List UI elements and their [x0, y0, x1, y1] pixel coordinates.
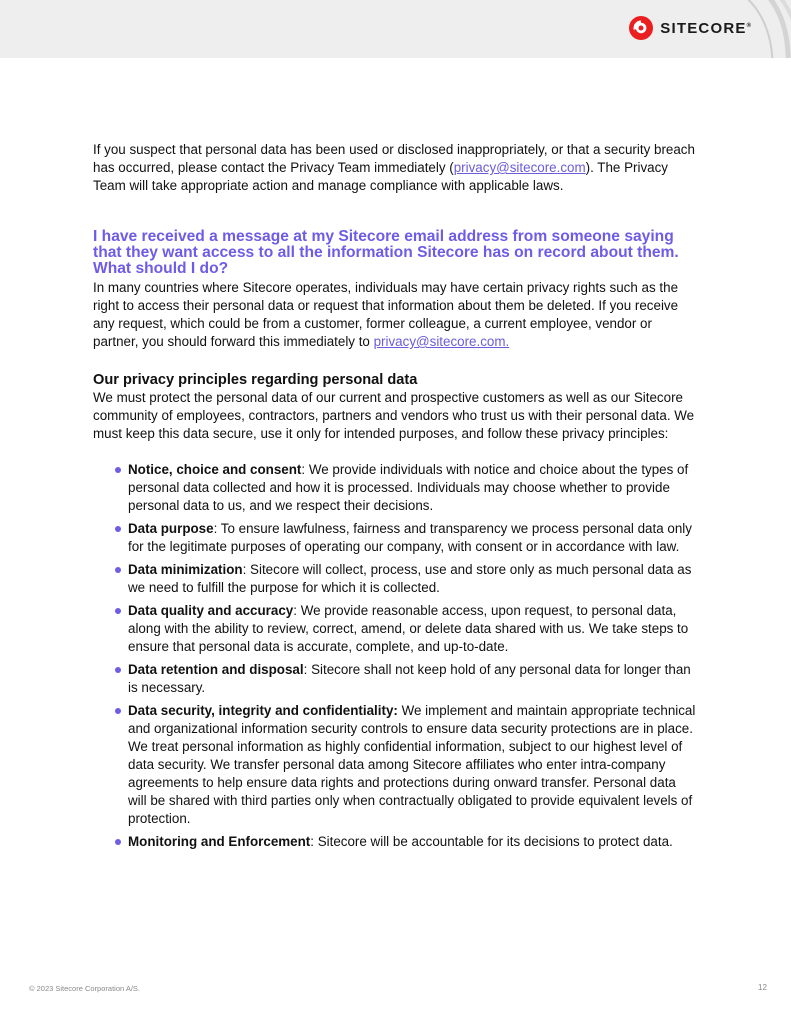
intro-paragraph: If you suspect that personal data has been used or disclosed inappropriately, or that a security breach has occurred, please contact the Privacy Team immediately (privacy@sitecore.com). The Privacy Team will take appropriate action and manage compliance with applicable laws.	[93, 142, 695, 193]
header-band	[0, 0, 791, 58]
privacy-email-link[interactable]: privacy@sitecore.com	[453, 160, 586, 175]
list-item: Data minimization: Sitecore will collect, process, use and store only as much personal data as we need to fulfill the purpose for which it is collected.	[111, 561, 697, 597]
page-number: 12	[758, 983, 767, 992]
list-item: Data security, integrity and confidentiality: We implement and maintain appropriate technical and organizational information security controls to ensure data security protections are in place. We treat personal information as highly confidential information, subject to our highest level of data security. We transfer personal data among Sitecore affiliates who enter intra-company agreements to help ensure data rights and protections during onward transfer. Personal data will be shared with third parties only when contractually obligated to provide equivalent levels of protection.	[111, 702, 697, 828]
privacy-email-link-2[interactable]: privacy@sitecore.com.	[373, 334, 510, 349]
list-item: Notice, choice and consent: We provide individuals with notice and choice about the types of personal data collected and how it is processed. Individuals may choose whether to provide personal data to us, and we respect their decisions.	[111, 461, 697, 515]
faq-heading: I have received a message at my Sitecore email address from someone saying that they want access to all the information Sitecore has on record about them. What should I do?	[93, 228, 679, 277]
faq-body: In many countries where Sitecore operates, individuals may have certain privacy rights such as the right to access their personal data or request that information about them be deleted. If you receive any request, which could be from a customer, former colleague, a current employee, vendor or partner, you should forward this immediately to privacy@sitecore.com.	[93, 280, 679, 349]
list-item: Monitoring and Enforcement: Sitecore will be accountable for its decisions to protect data.	[111, 833, 697, 851]
list-item: Data purpose: To ensure lawfulness, fairness and transparency we process personal data only for the legitimate purposes of operating our company, with consent or in accordance with law.	[111, 520, 697, 556]
brand-name: SITECORE®	[660, 19, 751, 37]
principles-intro: We must protect the personal data of our current and prospective customers as well as our Sitecore community of employees, contractors, partners and vendors who trust us with their personal data. We must keep this data secure, use it only for intended purposes, and follow these privacy principles:	[93, 390, 695, 441]
page-content	[93, 141, 697, 856]
list-item: Data retention and disposal: Sitecore shall not keep hold of any personal data for longer than is necessary.	[111, 661, 697, 697]
list-item: Data quality and accuracy: We provide reasonable access, upon request, to personal data, along with the ability to review, correct, amend, or delete data shared with us. We take steps to ensure that personal data is accurate, complete, and up-to-date.	[111, 602, 697, 656]
principles-list	[111, 461, 697, 851]
footer-copyright: © 2023 Sitecore Corporation A/S.	[29, 984, 141, 993]
sitecore-logo-icon	[628, 15, 654, 41]
sitecore-logo	[628, 15, 751, 41]
principles-heading: Our privacy principles regarding personal data	[93, 372, 418, 388]
